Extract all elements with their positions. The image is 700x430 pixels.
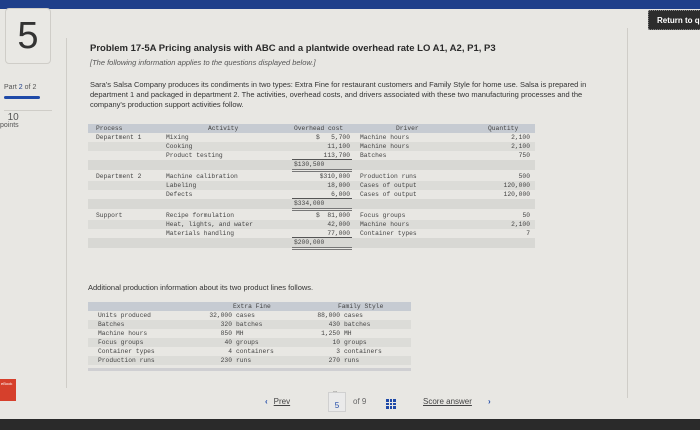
table-row [88,220,535,229]
problem-title: Problem 17-5A Pricing analysis with ABC and a plantwide overhead rate LO A1, A2, P1, P3 [90,43,496,54]
points-indicator [0,114,19,130]
quantity-cell: 2,100 [511,143,530,150]
ebook-badge[interactable]: eBook [0,379,16,401]
product-line-table [88,302,411,371]
points-label: points [0,122,19,129]
extra-fine-value: 320 [220,321,232,328]
header-quantity: Quantity [488,125,519,132]
family-style-unit: groups [344,339,367,346]
table-bottom-rule [88,368,411,371]
family-style-value: 270 [328,357,340,364]
additional-info-intro: Additional production information about its two product lines follows. [88,283,314,292]
extra-fine-value: 32,000 [209,312,232,319]
activity-cell: Cooking [166,143,193,150]
driver-cell: Container types [360,230,417,237]
driver-cell: Batches [360,152,387,159]
quantity-cell: 120,000 [503,182,530,189]
row-label: Batches [98,321,125,328]
row-label: Units produced [98,312,151,319]
activity-cost-table [88,124,535,248]
table-total-row [88,199,535,209]
table-row [88,172,535,181]
part-prefix: Part [4,84,17,91]
quantity-cell: 750 [518,152,530,159]
extra-fine-unit: runs [236,357,252,364]
extra-fine-value: 4 [228,348,232,355]
extra-fine-value: 40 [224,339,232,346]
content-divider-right [627,28,628,398]
family-style-unit: containers [344,348,382,355]
activity-cell: Mixing [166,134,189,141]
part-progress-bar [4,96,40,99]
table-row [88,151,535,160]
family-style-value: 88,000 [317,312,340,319]
cost-cell: $310,000 [319,173,350,180]
row-label: Focus groups [98,339,144,346]
driver-cell: Focus groups [360,212,406,219]
cost-cell: 42,000 [327,221,350,228]
current-page-box[interactable]: 5 [328,392,346,412]
driver-cell: Cases of output [360,191,417,198]
header-process: Process [96,125,123,132]
table-total-row [88,160,535,170]
process-cell: Department 1 [96,134,142,141]
cost-cell: 11,100 [327,143,350,150]
table-row [88,347,411,356]
table-row [88,320,411,329]
table-header [88,124,535,133]
table-row [88,133,535,142]
quantity-cell: 120,000 [503,191,530,198]
cost-cell: 77,000 [327,230,350,237]
activity-cell: Machine calibration [166,173,238,180]
rail-divider [4,110,52,111]
family-style-unit: batches [344,321,371,328]
table-row [88,329,411,338]
table-row [88,338,411,347]
question-number: 5 [5,8,51,64]
driver-cell: Production runs [360,173,417,180]
prev-label: Prev [273,397,291,406]
top-bar [0,0,700,9]
family-style-value: 10 [332,339,340,346]
extra-fine-value: 230 [220,357,232,364]
cost-cell: $ 5,700 [315,134,350,141]
score-answer-link[interactable]: Score answer [423,397,472,406]
header-extra-fine: Extra Fine [233,303,271,310]
points-value: 10 [7,112,19,123]
cost-cell: 113,700 [323,152,350,159]
extra-fine-value: 850 [220,330,232,337]
bottom-bar [0,419,700,430]
activity-cell: Recipe formulation [166,212,235,219]
quantity-cell: 2,100 [511,134,530,141]
quantity-cell: 50 [522,212,530,219]
extra-fine-unit: containers [236,348,274,355]
family-style-value: 3 [336,348,340,355]
driver-cell: Machine hours [360,143,410,150]
table-row [88,311,411,320]
header-overhead-cost: Overhead cost [294,125,344,132]
extra-fine-unit: groups [236,339,259,346]
cost-cell: $ 81,000 [315,212,350,219]
cost-cell: 18,000 [327,182,350,189]
quantity-cell: 2,100 [511,221,530,228]
cost-cell: 6,000 [331,191,350,198]
content-divider-left [66,38,67,388]
table-row [88,190,535,199]
process-cell: Support [96,212,123,219]
driver-cell: Cases of output [360,182,417,189]
driver-cell: Machine hours [360,134,410,141]
extra-fine-unit: batches [236,321,263,328]
part-current: 2 [18,84,23,91]
extra-fine-unit: MH [236,330,244,337]
activity-cell: Heat, lights, and water [166,221,253,228]
total-rule [292,247,352,250]
table-row [88,356,411,365]
group-total: $200,000 [294,239,325,246]
header-family-style: Family Style [338,303,384,310]
activity-cell: Defects [166,191,193,198]
problem-subtitle: [The following information applies to the questions displayed below.] [90,58,316,67]
group-total: $130,500 [294,161,325,168]
chevron-right-icon[interactable]: › [488,397,491,406]
grid-icon[interactable] [386,399,396,409]
activity-cell: Materials handling [166,230,235,237]
header-activity: Activity [208,125,239,132]
chevron-left-icon: ‹ [265,397,268,406]
part-of: of 2 [24,84,37,91]
family-style-unit: runs [344,357,360,364]
row-label: Machine hours [98,330,148,337]
table-total-row [88,238,535,248]
problem-intro: Sara's Salsa Company produces its condiments in two types: Extra Fine for restaurant customers and Family Style for home use. Salsa is prepared in department 1 and packaged in department 2. The activities, overhead costs, and drivers associated with these two manufacturing processes and the company's production support activities follow. [90,80,587,109]
table-row [88,142,535,151]
page-count: of 9 [353,397,367,406]
process-cell: Department 2 [96,173,142,180]
family-style-value: 430 [328,321,340,328]
table-row [88,181,535,190]
part-indicator [4,84,36,91]
row-label: Container types [98,348,155,355]
quantity-cell: 7 [526,230,530,237]
row-label: Production runs [98,357,155,364]
table-row [88,229,535,238]
header-driver: Driver [396,125,419,132]
group-total: $334,000 [294,200,325,207]
driver-cell: Machine hours [360,221,410,228]
quantity-cell: 500 [518,173,530,180]
activity-cell: Product testing [166,152,223,159]
family-style-value: 1,250 [321,330,340,337]
table-row [88,211,535,220]
return-button[interactable]: Return to q [648,10,700,30]
prev-button[interactable] [265,397,290,406]
table-header [88,302,411,311]
family-style-unit: cases [344,312,363,319]
family-style-unit: MH [344,330,352,337]
extra-fine-unit: cases [236,312,255,319]
activity-cell: Labeling [166,182,197,189]
